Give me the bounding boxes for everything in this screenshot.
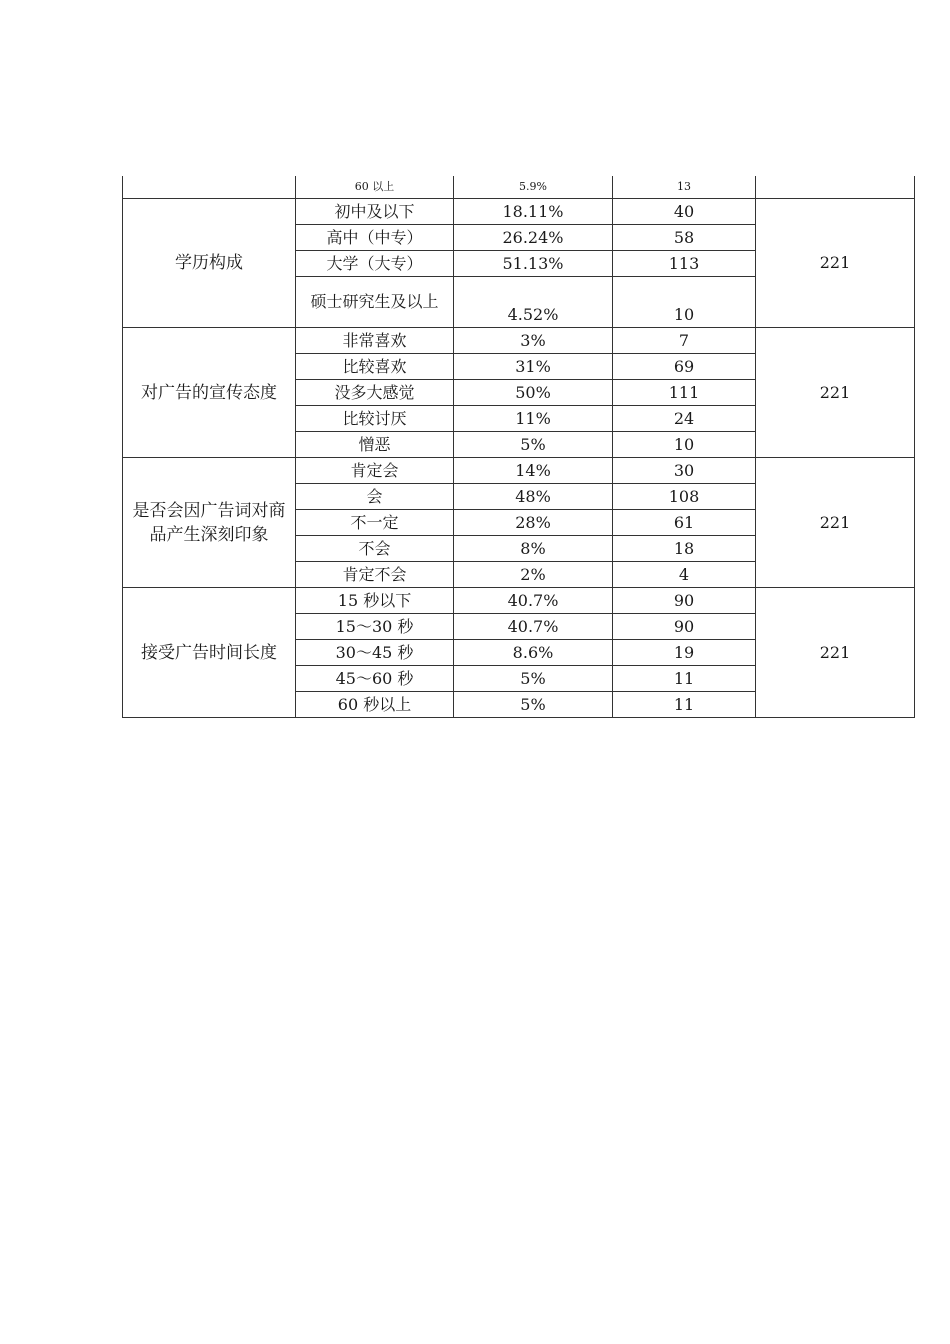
- percent-cell: 5%: [454, 692, 613, 718]
- percent-cell: 40.7%: [454, 614, 613, 640]
- option-cell: 初中及以下: [296, 199, 454, 225]
- option-cell: 15～30 秒: [296, 614, 454, 640]
- count-cell: 113: [613, 251, 756, 277]
- percent-cell: 4.52%: [454, 277, 613, 328]
- count-cell: 61: [613, 510, 756, 536]
- percent-cell: 5.9%: [454, 176, 613, 199]
- option-cell: 15 秒以下: [296, 588, 454, 614]
- count-cell: 4: [613, 562, 756, 588]
- option-cell: 比较讨厌: [296, 406, 454, 432]
- table-row: [123, 328, 915, 354]
- count-cell: 24: [613, 406, 756, 432]
- option-cell: 45～60 秒: [296, 666, 454, 692]
- percent-cell: 5%: [454, 666, 613, 692]
- option-cell: 不会: [296, 536, 454, 562]
- total-cell: 221: [756, 199, 915, 328]
- category-cell-attitude: 对广告的宣传态度: [123, 328, 296, 458]
- count-cell: 90: [613, 614, 756, 640]
- total-cell: 221: [756, 588, 915, 718]
- option-cell: 肯定不会: [296, 562, 454, 588]
- count-cell: 11: [613, 666, 756, 692]
- count-cell: 40: [613, 199, 756, 225]
- percent-cell: 50%: [454, 380, 613, 406]
- option-cell: 30～45 秒: [296, 640, 454, 666]
- option-cell: 比较喜欢: [296, 354, 454, 380]
- percent-cell: 26.24%: [454, 225, 613, 251]
- count-cell: 13: [613, 176, 756, 199]
- percent-cell: 40.7%: [454, 588, 613, 614]
- count-cell: 18: [613, 536, 756, 562]
- option-cell: 60 以上: [296, 176, 454, 199]
- percent-cell: 2%: [454, 562, 613, 588]
- count-cell: 108: [613, 484, 756, 510]
- category-cell-duration: 接受广告时间长度: [123, 588, 296, 718]
- count-cell: 30: [613, 458, 756, 484]
- percent-cell: 51.13%: [454, 251, 613, 277]
- option-cell: 不一定: [296, 510, 454, 536]
- survey-table: [122, 176, 915, 718]
- option-cell: 高中（中专）: [296, 225, 454, 251]
- count-cell: 19: [613, 640, 756, 666]
- percent-cell: 14%: [454, 458, 613, 484]
- percent-cell: 8%: [454, 536, 613, 562]
- option-cell: 非常喜欢: [296, 328, 454, 354]
- percent-cell: 18.11%: [454, 199, 613, 225]
- total-cell-empty: [756, 176, 915, 199]
- table-row: [123, 458, 915, 484]
- count-cell: 111: [613, 380, 756, 406]
- percent-cell: 3%: [454, 328, 613, 354]
- option-cell: 憎恶: [296, 432, 454, 458]
- percent-cell: 28%: [454, 510, 613, 536]
- percent-cell: 48%: [454, 484, 613, 510]
- option-cell: 没多大感觉: [296, 380, 454, 406]
- total-cell: 221: [756, 328, 915, 458]
- option-cell: 肯定会: [296, 458, 454, 484]
- option-cell: 大学（大专）: [296, 251, 454, 277]
- count-cell: 7: [613, 328, 756, 354]
- percent-cell: 11%: [454, 406, 613, 432]
- count-cell: 90: [613, 588, 756, 614]
- category-cell-education: 学历构成: [123, 199, 296, 328]
- option-cell: 硕士研究生及以上: [296, 277, 454, 328]
- count-cell: 10: [613, 277, 756, 328]
- percent-cell: 5%: [454, 432, 613, 458]
- table-row: [123, 199, 915, 225]
- count-cell: 11: [613, 692, 756, 718]
- category-cell-impression: 是否会因广告词对商品产生深刻印象: [123, 458, 296, 588]
- percent-cell: 31%: [454, 354, 613, 380]
- table-row: [123, 588, 915, 614]
- option-cell: 会: [296, 484, 454, 510]
- table-row-continued: [123, 176, 915, 199]
- option-cell: 60 秒以上: [296, 692, 454, 718]
- category-cell-empty: [123, 176, 296, 199]
- percent-cell: 8.6%: [454, 640, 613, 666]
- count-cell: 58: [613, 225, 756, 251]
- total-cell: 221: [756, 458, 915, 588]
- count-cell: 69: [613, 354, 756, 380]
- count-cell: 10: [613, 432, 756, 458]
